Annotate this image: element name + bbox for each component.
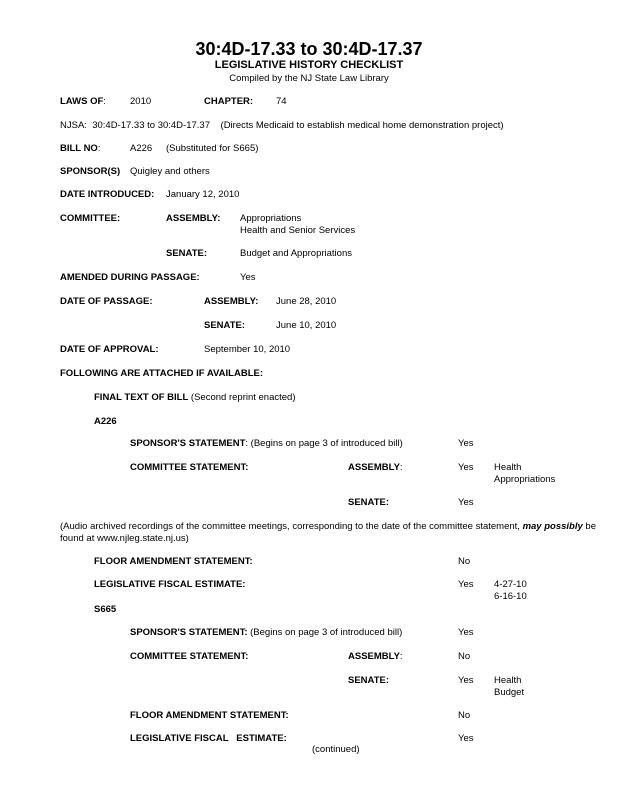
committee-senate-value: Budget and Appropriations xyxy=(240,248,352,259)
s665-heading: S665 xyxy=(94,604,117,615)
s665-senate-value: Yes xyxy=(458,675,474,686)
a226-floor-label: FLOOR AMENDMENT STATEMENT: xyxy=(94,556,253,567)
a226-fiscal-date-2: 6-16-10 xyxy=(494,591,527,602)
following-label: FOLLOWING ARE ATTACHED IF AVAILABLE: xyxy=(60,368,263,379)
a226-assembly-label: ASSEMBLY: xyxy=(348,462,403,473)
approval-value: September 10, 2010 xyxy=(204,344,291,355)
date-introduced-value: January 12, 2010 xyxy=(166,189,240,200)
final-text-line: FINAL TEXT OF BILL (Second reprint enacted) xyxy=(94,392,296,403)
sponsors-value: Quigley and others xyxy=(130,166,210,177)
approval-label: DATE OF APPROVAL: xyxy=(60,344,159,355)
continued-note: (continued) xyxy=(312,744,360,755)
committee-label: COMMITTEE: xyxy=(60,213,121,224)
committee-senate-label: SENATE: xyxy=(166,248,207,259)
s665-floor-value: No xyxy=(458,710,471,721)
a226-heading: A226 xyxy=(94,416,117,427)
sponsors-label: SPONSOR(S) xyxy=(60,166,121,177)
s665-fiscal-label: LEGISLATIVE FISCAL ESTIMATE: xyxy=(130,733,287,744)
a226-fiscal-label: LEGISLATIVE FISCAL ESTIMATE: xyxy=(94,579,246,590)
a226-floor-value: No xyxy=(458,556,471,567)
bill-no-note: (Substituted for S665) xyxy=(166,143,259,154)
passage-label: DATE OF PASSAGE: xyxy=(60,296,153,307)
committee-assembly-value-1: Appropriations xyxy=(240,213,302,224)
committee-assembly-value-2: Health and Senior Services xyxy=(240,225,356,236)
chapter-label: CHAPTER: xyxy=(204,96,254,107)
passage-assembly-label: ASSEMBLY: xyxy=(204,296,259,307)
page-subtitle: LEGISLATIVE HISTORY CHECKLIST xyxy=(214,59,404,71)
a226-sponsor-statement: SPONSOR'S STATEMENT: (Begins on page 3 of introduced bill) xyxy=(130,438,403,449)
s665-committee-label: COMMITTEE STATEMENT: xyxy=(130,651,249,662)
s665-assembly-value: No xyxy=(458,651,471,662)
njsa-line: NJSA: 30:4D-17.33 to 30:4D-17.37 (Directs Medicaid to establish medical home demonstration project) xyxy=(60,120,504,131)
passage-senate-label: SENATE: xyxy=(204,320,245,331)
s665-floor-label: FLOOR AMENDMENT STATEMENT: xyxy=(130,710,289,721)
a226-senate-value: Yes xyxy=(458,497,474,508)
laws-of-label: LAWS OF: xyxy=(60,96,106,107)
a226-fiscal-value: Yes xyxy=(458,579,474,590)
a226-senate-label: SENATE: xyxy=(348,497,389,508)
a226-assembly-value: Yes xyxy=(458,462,474,473)
s665-sponsor-value: Yes xyxy=(458,627,474,638)
s665-sponsor-statement: SPONSOR'S STATEMENT: (Begins on page 3 of introduced bill) xyxy=(130,627,403,638)
page-title: 30:4D-17.33 to 30:4D-17.37 xyxy=(195,39,423,59)
a226-fiscal-date-1: 4-27-10 xyxy=(494,579,527,590)
a226-sponsor-value: Yes xyxy=(458,438,474,449)
a226-assembly-committee-1: Health xyxy=(494,462,522,473)
s665-senate-committee-2: Budget xyxy=(494,687,525,698)
date-introduced-label: DATE INTRODUCED: xyxy=(60,189,155,200)
audio-note: (Audio archived recordings of the committee meetings, corresponding to the date of the committee statement, may possibly be found at www.njleg.state.nj.us) xyxy=(60,521,596,544)
s665-assembly-label: ASSEMBLY: xyxy=(348,651,403,662)
laws-of-value: 2010 xyxy=(130,96,152,107)
passage-senate-value: June 10, 2010 xyxy=(276,320,337,331)
chapter-value: 74 xyxy=(276,96,287,107)
s665-fiscal-value: Yes xyxy=(458,733,474,744)
bill-no-label: BILL NO: xyxy=(60,143,101,154)
committee-assembly-label: ASSEMBLY: xyxy=(166,213,221,224)
amended-label: AMENDED DURING PASSAGE: xyxy=(60,272,200,283)
s665-senate-committee-1: Health xyxy=(494,675,522,686)
s665-senate-label: SENATE: xyxy=(348,675,389,686)
a226-committee-label: COMMITTEE STATEMENT: xyxy=(130,462,249,473)
compiled-by: Compiled by the NJ State Law Library xyxy=(229,73,389,84)
bill-no-value: A226 xyxy=(130,143,153,154)
amended-value: Yes xyxy=(240,272,256,283)
passage-assembly-value: June 28, 2010 xyxy=(276,296,337,307)
a226-assembly-committee-2: Appropriations xyxy=(494,474,556,485)
